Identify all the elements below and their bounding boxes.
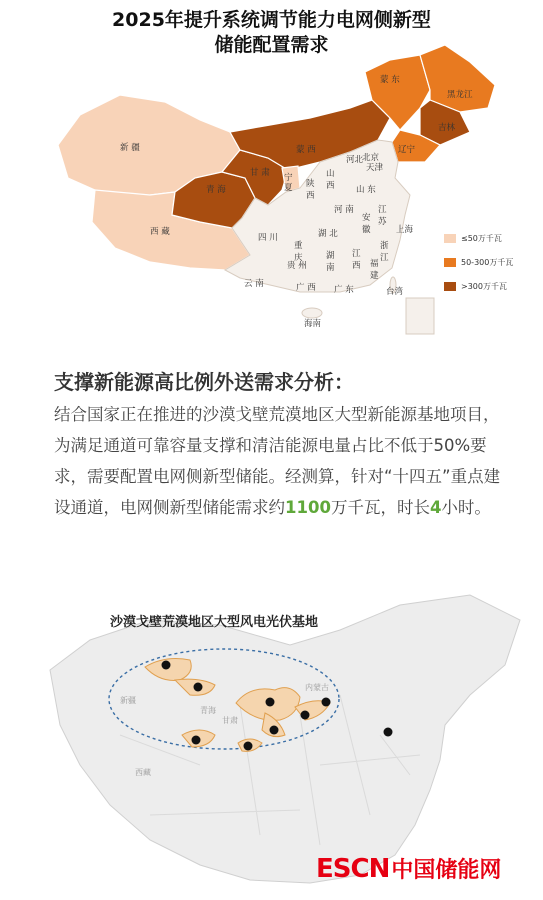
label-shanghai: 上海 bbox=[396, 225, 414, 235]
label-fujian: 福 bbox=[370, 259, 379, 269]
paragraph-text-3: 小时。 bbox=[441, 498, 491, 517]
base-marker-4 bbox=[270, 726, 279, 735]
label-guizhou: 贵 州 bbox=[287, 261, 307, 271]
label-hubei: 湖 北 bbox=[318, 229, 338, 239]
map2-label-xizang: 西藏 bbox=[135, 768, 151, 777]
logo-escn-text: ESCN bbox=[316, 853, 390, 884]
map-title bbox=[0, 8, 543, 58]
label-guangxi: 广 西 bbox=[296, 283, 316, 293]
map2-label-qinghai: 青海 bbox=[200, 706, 216, 715]
label-shandong: 山 东 bbox=[356, 185, 376, 195]
base-marker-2 bbox=[194, 683, 203, 692]
paragraph-text-1: 结合国家正在推进的沙漠戈壁荒漠地区大型新能源基地项目，为满足通道可靠容量支撑和清洁能源电量占比不低于50%要求，需要配置电网侧新型储能。经测算，针对“十四五”重点建设通道，电网侧新型储能需求约 bbox=[54, 405, 501, 517]
label-henan: 河 南 bbox=[334, 205, 354, 215]
legend-swatch-mid bbox=[444, 258, 456, 267]
base-marker-9 bbox=[384, 728, 393, 737]
label-hebei: 河北 bbox=[346, 155, 364, 165]
base-marker-5 bbox=[301, 711, 310, 720]
label-tianjin: 天津 bbox=[366, 163, 384, 173]
legend-label-low: ≤50万千瓦 bbox=[461, 234, 502, 243]
label-shanxi-2: 西 bbox=[326, 181, 335, 191]
paragraph-text-2: 万千瓦，时长 bbox=[330, 498, 430, 517]
label-xinjiang: 新 疆 bbox=[120, 143, 140, 153]
label-taiwan: 台湾 bbox=[386, 287, 404, 297]
label-xizang: 西 藏 bbox=[150, 227, 170, 237]
map2-label-mengxi: 内蒙古 bbox=[305, 683, 329, 692]
label-mengdong: 蒙 东 bbox=[380, 75, 400, 85]
label-hunan-2: 南 bbox=[326, 263, 335, 273]
label-fujian-2: 建 bbox=[370, 271, 379, 281]
label-yunnan: 云 南 bbox=[244, 279, 264, 289]
map2-label-xinjiang: 新疆 bbox=[120, 696, 136, 705]
map2-label-gansu: 甘肃 bbox=[222, 716, 238, 725]
capacity-value: 1100 bbox=[285, 498, 331, 517]
map-title-line-2: 储能配置需求 bbox=[214, 34, 329, 56]
label-anhui-2: 徽 bbox=[362, 225, 371, 235]
label-ningxia-2: 夏 bbox=[284, 183, 293, 193]
label-mengxi: 蒙 西 bbox=[296, 145, 316, 155]
label-chongqing-2: 庆 bbox=[294, 253, 303, 263]
map2-title: 沙漠戈壁荒漠地区大型风电光伏基地 bbox=[110, 615, 319, 630]
legend-swatch-low bbox=[444, 234, 456, 243]
label-jiangsu: 江 bbox=[378, 205, 387, 215]
base-marker-6 bbox=[322, 698, 331, 707]
hours-value: 4 bbox=[429, 498, 442, 517]
legend-item-low bbox=[444, 233, 502, 244]
label-zhejiang-2: 江 bbox=[380, 253, 389, 263]
label-shaanxi: 陕 bbox=[306, 179, 315, 189]
legend-item-mid bbox=[444, 257, 513, 268]
label-chongqing: 重 bbox=[294, 241, 303, 251]
label-hainan: 海南 bbox=[304, 319, 322, 329]
label-sichuan: 四 川 bbox=[258, 233, 278, 243]
south-sea-inset bbox=[406, 298, 434, 334]
china-outline bbox=[50, 595, 520, 883]
base-marker-8 bbox=[244, 742, 253, 751]
section-heading: 支撑新能源高比例外送需求分析： bbox=[54, 370, 354, 394]
label-jilin: 吉林 bbox=[438, 123, 456, 133]
base-marker-3 bbox=[266, 698, 275, 707]
legend-label-mid: 50-300万千瓦 bbox=[461, 258, 514, 267]
legend-swatch-high bbox=[444, 282, 456, 291]
legend-label-high: >300万千瓦 bbox=[461, 282, 507, 291]
label-anhui: 安 bbox=[362, 213, 371, 223]
label-hunan: 湖 bbox=[326, 251, 335, 261]
label-jiangxi-2: 西 bbox=[352, 261, 361, 271]
label-heilongjiang: 黑龙江 bbox=[447, 90, 473, 100]
logo-cn-text: 中国储能网 bbox=[391, 858, 502, 883]
map-title-line-1: 2025年提升系统调节能力电网侧新型 bbox=[112, 9, 431, 31]
legend-item-high bbox=[444, 281, 507, 292]
label-jiangxi: 江 bbox=[352, 249, 361, 259]
escn-logo bbox=[316, 853, 501, 884]
label-beijing: 北京 bbox=[362, 153, 380, 163]
label-guangdong: 广 东 bbox=[334, 285, 354, 295]
label-gansu: 甘 肃 bbox=[250, 168, 270, 178]
label-zhejiang: 浙 bbox=[380, 241, 389, 251]
label-qinghai: 青 海 bbox=[206, 185, 226, 195]
base-marker-7 bbox=[192, 736, 201, 745]
label-liaoning: 辽宁 bbox=[398, 145, 416, 155]
base-marker-1 bbox=[162, 661, 171, 670]
label-shanxi: 山 bbox=[326, 169, 335, 179]
label-jiangsu-2: 苏 bbox=[378, 217, 387, 227]
province-hainan bbox=[302, 308, 322, 318]
label-shaanxi-2: 西 bbox=[306, 191, 315, 201]
analysis-paragraph bbox=[54, 399, 514, 523]
label-ningxia: 宁 bbox=[284, 173, 293, 183]
